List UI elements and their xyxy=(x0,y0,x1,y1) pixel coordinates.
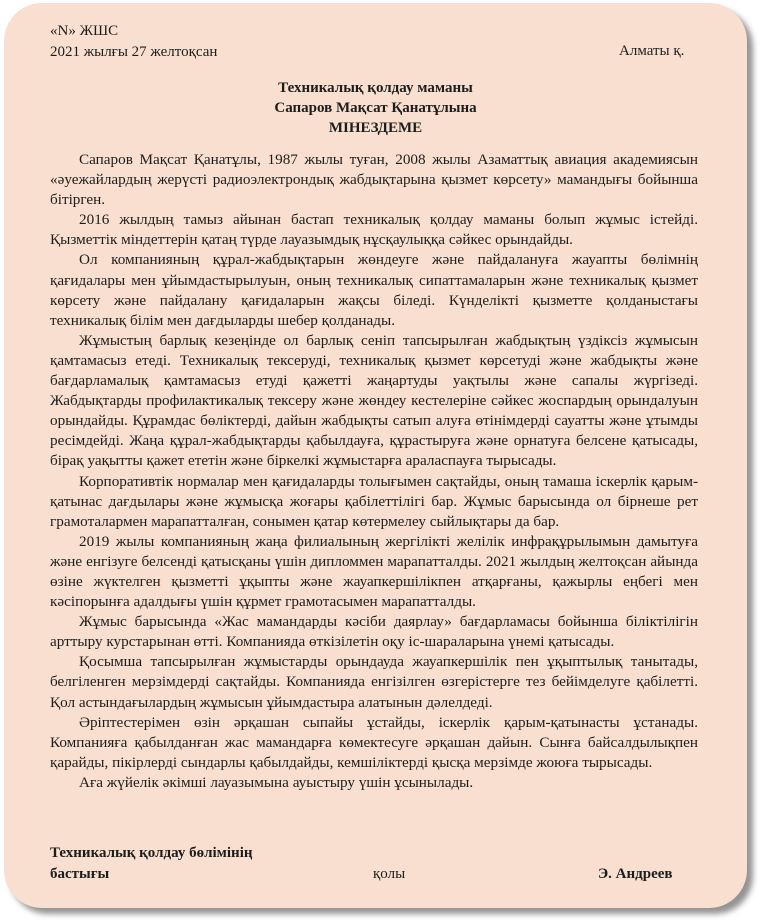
paragraph: Жұмыс барысында «Жас мамандарды кәсіби даярлау» бағдарламасы бойынша біліктілігін арттыру курстарынан өтті. Компанияда өткізілетін оқу іс-шараларына үнемі қатысады. xyxy=(50,613,698,651)
title-position: Техникалық қолдау маманы xyxy=(278,80,473,96)
signatory-position-line2: бастығы xyxy=(50,866,110,882)
paragraph: Жұмыстың барлық кезеңінде ол барлық сеніп тапсырылған жабдықтың үздіксіз жұмысын қамтамасыз етеді. Техникалық тексеруді, техникалық қызмет көрсетуді және жабдықты және бағдарламалық қамтамасыз етуді қажетті жаңартуды уақтылы және сапалы жүргізеді. Жабдықтарды профилактикалық тексеру және жөндеу кестелеріне сәйкес жоспардың орындалуын орындайды. Құрамдас бөліктерді, дайын жабдықты сатып алуға өтінімдерді сауатты және ұтымды ресімдейді. Жаңа құрал-жабдықтарды қабылдауға, құрастыруға және орнатуға белсене қатысады, бірақ уақытты қажет ететін және біркелкі жұмыстарға араласпауға тырысады. xyxy=(50,331,698,470)
signature-label: қолы xyxy=(373,866,406,882)
document-date: 2021 жылғы 27 желтоқсан xyxy=(50,44,218,60)
signatory-position xyxy=(50,843,253,885)
paragraph: Әріптестерімен өзін әрқашан сыпайы ұстайды, іскерлік қарым-қатынасты ұстанады. Компанияға қабылданған жас мамандарға көмектесуге әрқашан дайын. Сынға байсалдылықпен қарайды, пікірлерді сындарлы қабылдайды, кемшіліктерді қысқа мерзімде жоюға тырысады. xyxy=(50,713,698,771)
paragraph: Қосымша тапсырылған жұмыстарды орындауда жауапкершілік пен ұқыптылық танытады, белгіленген мерзімдерді сақтайды. Компанияда енгізілген өзгерістерге тез бейімделуге қабілетті. Қол астындағылардың жұмысын ұйымдастыра алатынын дәлелдеді. xyxy=(50,653,698,711)
title-person-name: Сапаров Мақсат Қанатұлына xyxy=(274,100,477,116)
paragraph: Корпоративтік нормалар мен қағидаларды толығымен сақтайды, оның тамаша іскерлік қарым-қатынас дағдылары және жұмысқа жоғары қабілеттілігі бар. Жұмыс барысында ол бірнеше рет грамоталармен марапатталған, сонымен қатар көтермелеу сыйлықтары да бар. xyxy=(50,472,698,530)
document-title xyxy=(4,78,747,138)
paragraph: Ол компанияның құрал-жабдықтарын жөндеуге және пайдалануға жауапты бөлімнің қағидалары мен ұйымдастырылуын, оның техникалық сипаттамаларын және техникалық қызмет көрсету және пайдалану қағидаларын жақсы біледі. Күнделікті қызметте қолданыстағы техникалық білім мен дағдыларды шебер қолданады. xyxy=(50,251,698,329)
title-document-type: МІНЕЗДЕМЕ xyxy=(328,120,423,136)
organization-name: «N» ЖШС xyxy=(50,23,119,39)
paragraph: 2019 жылы компанияның жаңа филиалының жергілікті желілік инфрақұрылымын дамытуға және енгізуге белсенді қатысқаны үшін дипломмен марапатталды. 2021 жылдың желтоқсан айында өзіне жүктелген қызметті ұқыпты және жауапкершілікпен атқарғаны, қажырлы еңбегі мен кәсіпорынға адалдығы үшін құрмет грамотасымен марапатталды. xyxy=(50,532,698,611)
signatory-name: Э. Андреев xyxy=(598,866,673,882)
reference-letter-card xyxy=(4,3,747,908)
paragraph: Сапаров Мақсат Қанатұлы, 1987 жылы туған, 2008 жылы Азаматтық авиация академиясын «әуежайлардың жерүсті радиоэлектрондық жабдықтарына қызмет көрсету» мамандығы бойынша бітірген. xyxy=(50,151,698,209)
paragraph: Аға жүйелік әкімші лауазымына ауыстыру үшін ұсынылады. xyxy=(79,773,474,791)
document-body xyxy=(50,150,698,793)
paragraph: 2016 жылдың тамыз айынан бастап техникалық қолдау маманы болып жұмыс істейді. Қызметтік міндеттерін қатаң түрде лауазымдық нұсқаулыққа сәйкес орындайды. xyxy=(50,211,698,249)
document-city: Алматы қ. xyxy=(619,43,685,59)
signatory-position-line1: Техникалық қолдау бөлімінің xyxy=(50,845,253,861)
